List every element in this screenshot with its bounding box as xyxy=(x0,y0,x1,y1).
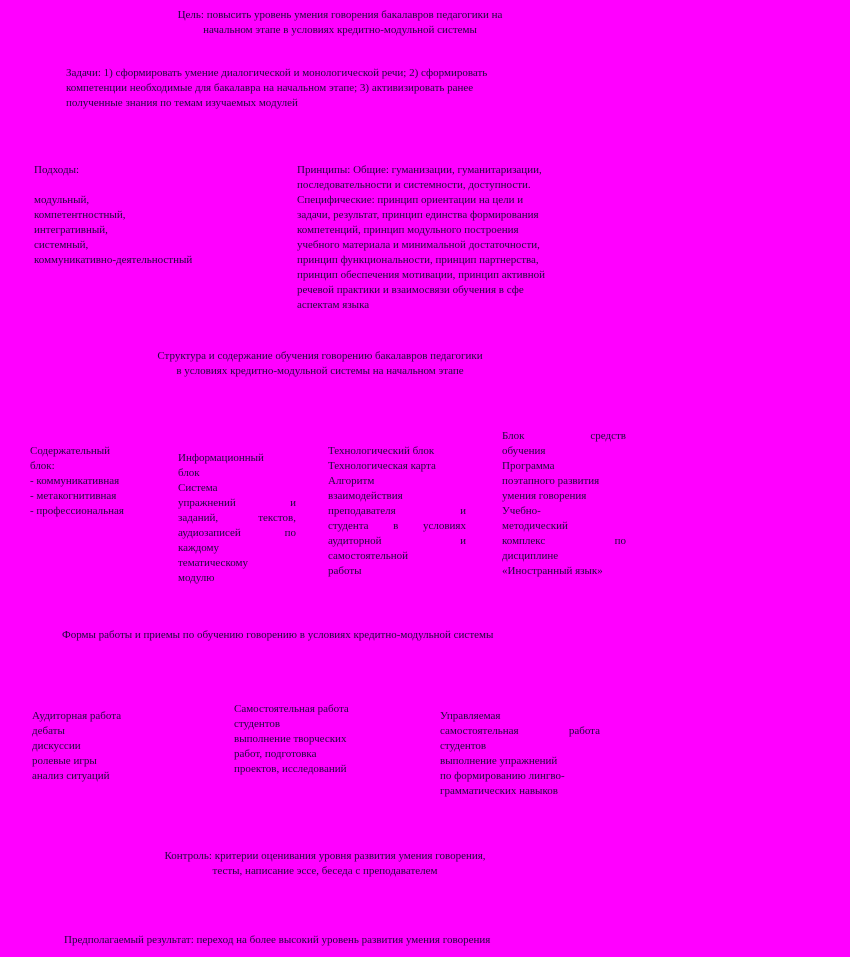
principles-line: аспектам языка xyxy=(297,299,370,311)
approaches-block xyxy=(34,163,264,268)
info-block-line: заданий, текстов, xyxy=(178,512,296,524)
approach-item: интегративный, xyxy=(34,224,108,236)
tech-block-line: аудиторной и xyxy=(328,535,466,547)
tech-block-line: Технологическая карта xyxy=(328,460,436,472)
tasks-line-1: Задачи: 1) сформировать умение диалогической и монологической речи; 2) сформировать xyxy=(66,67,488,79)
tasks-line-2: компетенции необходимые для бакалавра на начальном этапе; 3) активизировать ранее xyxy=(66,82,474,94)
content-block-line: - коммуникативная xyxy=(30,475,120,487)
principles-line: последовательности и системности, доступности. xyxy=(297,179,531,191)
content-block-line: Содержательный xyxy=(30,445,111,457)
independent-line: проектов, исследований xyxy=(234,763,347,775)
content-block xyxy=(30,444,160,519)
info-block-line: каждому xyxy=(178,542,220,554)
structure-heading xyxy=(110,349,530,379)
info-block-line: модулю xyxy=(178,572,215,584)
forms-title: Формы работы и приемы по обучению говорению в условиях кредитно-модульной системы xyxy=(62,629,494,641)
principles-block xyxy=(297,163,607,313)
principles-line: задачи, результат, принцип единства формирования xyxy=(297,209,539,221)
result-block xyxy=(64,933,664,948)
means-block xyxy=(502,429,626,579)
principles-line: принцип функциональности, принцип партнерства, xyxy=(297,254,539,266)
classroom-line: анализ ситуаций xyxy=(32,770,110,782)
technology-block xyxy=(328,444,466,579)
independent-line: выполнение творческих xyxy=(234,733,347,745)
structure-line-2: в условиях кредитно-модульной системы на начальном этапе xyxy=(176,365,464,377)
approach-item: компетентностный, xyxy=(34,209,126,221)
independent-line: Самостоятельная работа xyxy=(234,703,349,715)
info-block-line: блок xyxy=(178,467,200,479)
expected-result: Предполагаемый результат: переход на более высокий уровень развития умения говорения xyxy=(64,934,491,946)
means-block-line: методический xyxy=(502,520,568,532)
managed-line: Управляемая xyxy=(440,710,501,722)
tech-block-line: Алгоритм xyxy=(328,475,375,487)
independent-line: студентов xyxy=(234,718,281,730)
means-block-line: Программа xyxy=(502,460,555,472)
classroom-line: дебаты xyxy=(32,725,65,737)
control-block xyxy=(100,849,550,879)
managed-line: выполнение упражнений xyxy=(440,755,558,767)
means-block-line: дисциплине xyxy=(502,550,559,562)
tech-block-line: студента в условиях xyxy=(328,520,466,532)
info-block-line: тематическому xyxy=(178,557,248,569)
means-block-line: Учебно- xyxy=(502,505,541,517)
info-block-line: упражнений и xyxy=(178,497,296,509)
independent-line: работ, подготовка xyxy=(234,748,317,760)
goal-line-1: Цель: повысить уровень умения говорения бакалавров педагогики на xyxy=(177,9,503,21)
means-block-line: «Иностранный язык» xyxy=(502,565,603,577)
approaches-title: Подходы: xyxy=(34,164,80,176)
info-block-line: Система xyxy=(178,482,218,494)
means-block-line: поэтапного развития xyxy=(502,475,600,487)
principles-line: Принципы: Общие: гуманизации, гуманитаризации, xyxy=(297,164,542,176)
principles-line: речевой практики и взаимосвязи обучения в сфе xyxy=(297,284,524,296)
tech-block-line: взаимодействия xyxy=(328,490,403,502)
classroom-work-block xyxy=(32,709,182,784)
managed-line: самостоятельная работа xyxy=(440,725,600,737)
classroom-line: дискуссии xyxy=(32,740,81,752)
tech-block-line: самостоятельной xyxy=(328,550,408,562)
tech-block-line: работы xyxy=(328,565,362,577)
managed-work-block xyxy=(440,709,600,799)
independent-work-block xyxy=(234,702,404,777)
tasks-text xyxy=(66,66,606,111)
content-block-line: - метакогнитивная xyxy=(30,490,117,502)
forms-heading xyxy=(62,628,622,643)
managed-line: грамматических навыков xyxy=(440,785,558,797)
info-block-line: Информационный xyxy=(178,452,264,464)
principles-line: компетенций, принцип модульного построения xyxy=(297,224,519,236)
info-block-line: аудиозаписей по xyxy=(178,527,296,539)
control-line-2: тесты, написание эссе, беседа с преподавателем xyxy=(212,865,438,877)
principles-line: Специфические: принцип ориентации на цели и xyxy=(297,194,524,206)
control-line-1: Контроль: критерии оценивания уровня развития умения говорения, xyxy=(164,850,486,862)
tech-block-line: Технологический блок xyxy=(328,445,435,457)
means-block-line: умения говорения xyxy=(502,490,587,502)
classroom-line: Аудиторная работа xyxy=(32,710,122,722)
approach-item: модульный, xyxy=(34,194,90,206)
classroom-line: ролевые игры xyxy=(32,755,97,767)
principles-line: принцип обеспечения мотивации, принцип активной xyxy=(297,269,545,281)
tasks-line-3: полученные знания по темам изучаемых модулей xyxy=(66,97,298,109)
managed-line: по формированию лингво- xyxy=(440,770,565,782)
managed-line: студентов xyxy=(440,740,487,752)
content-block-line: - профессиональная xyxy=(30,505,124,517)
goal-text xyxy=(120,8,560,38)
principles-line: учебного материала и минимальной достаточности, xyxy=(297,239,540,251)
approach-item: системный, xyxy=(34,239,89,251)
approach-item: коммуникативно-деятельностный xyxy=(34,254,193,266)
goal-line-2: начальном этапе в условиях кредитно-модульной системы xyxy=(203,24,477,36)
means-block-line: обучения xyxy=(502,445,546,457)
means-block-line: Блок средств xyxy=(502,430,626,442)
structure-line-1: Структура и содержание обучения говорению бакалавров педагогики xyxy=(157,350,483,362)
content-block-line: блок: xyxy=(30,460,55,472)
means-block-line: комплекс по xyxy=(502,535,626,547)
tech-block-line: преподавателя и xyxy=(328,505,466,517)
info-block xyxy=(178,451,296,586)
